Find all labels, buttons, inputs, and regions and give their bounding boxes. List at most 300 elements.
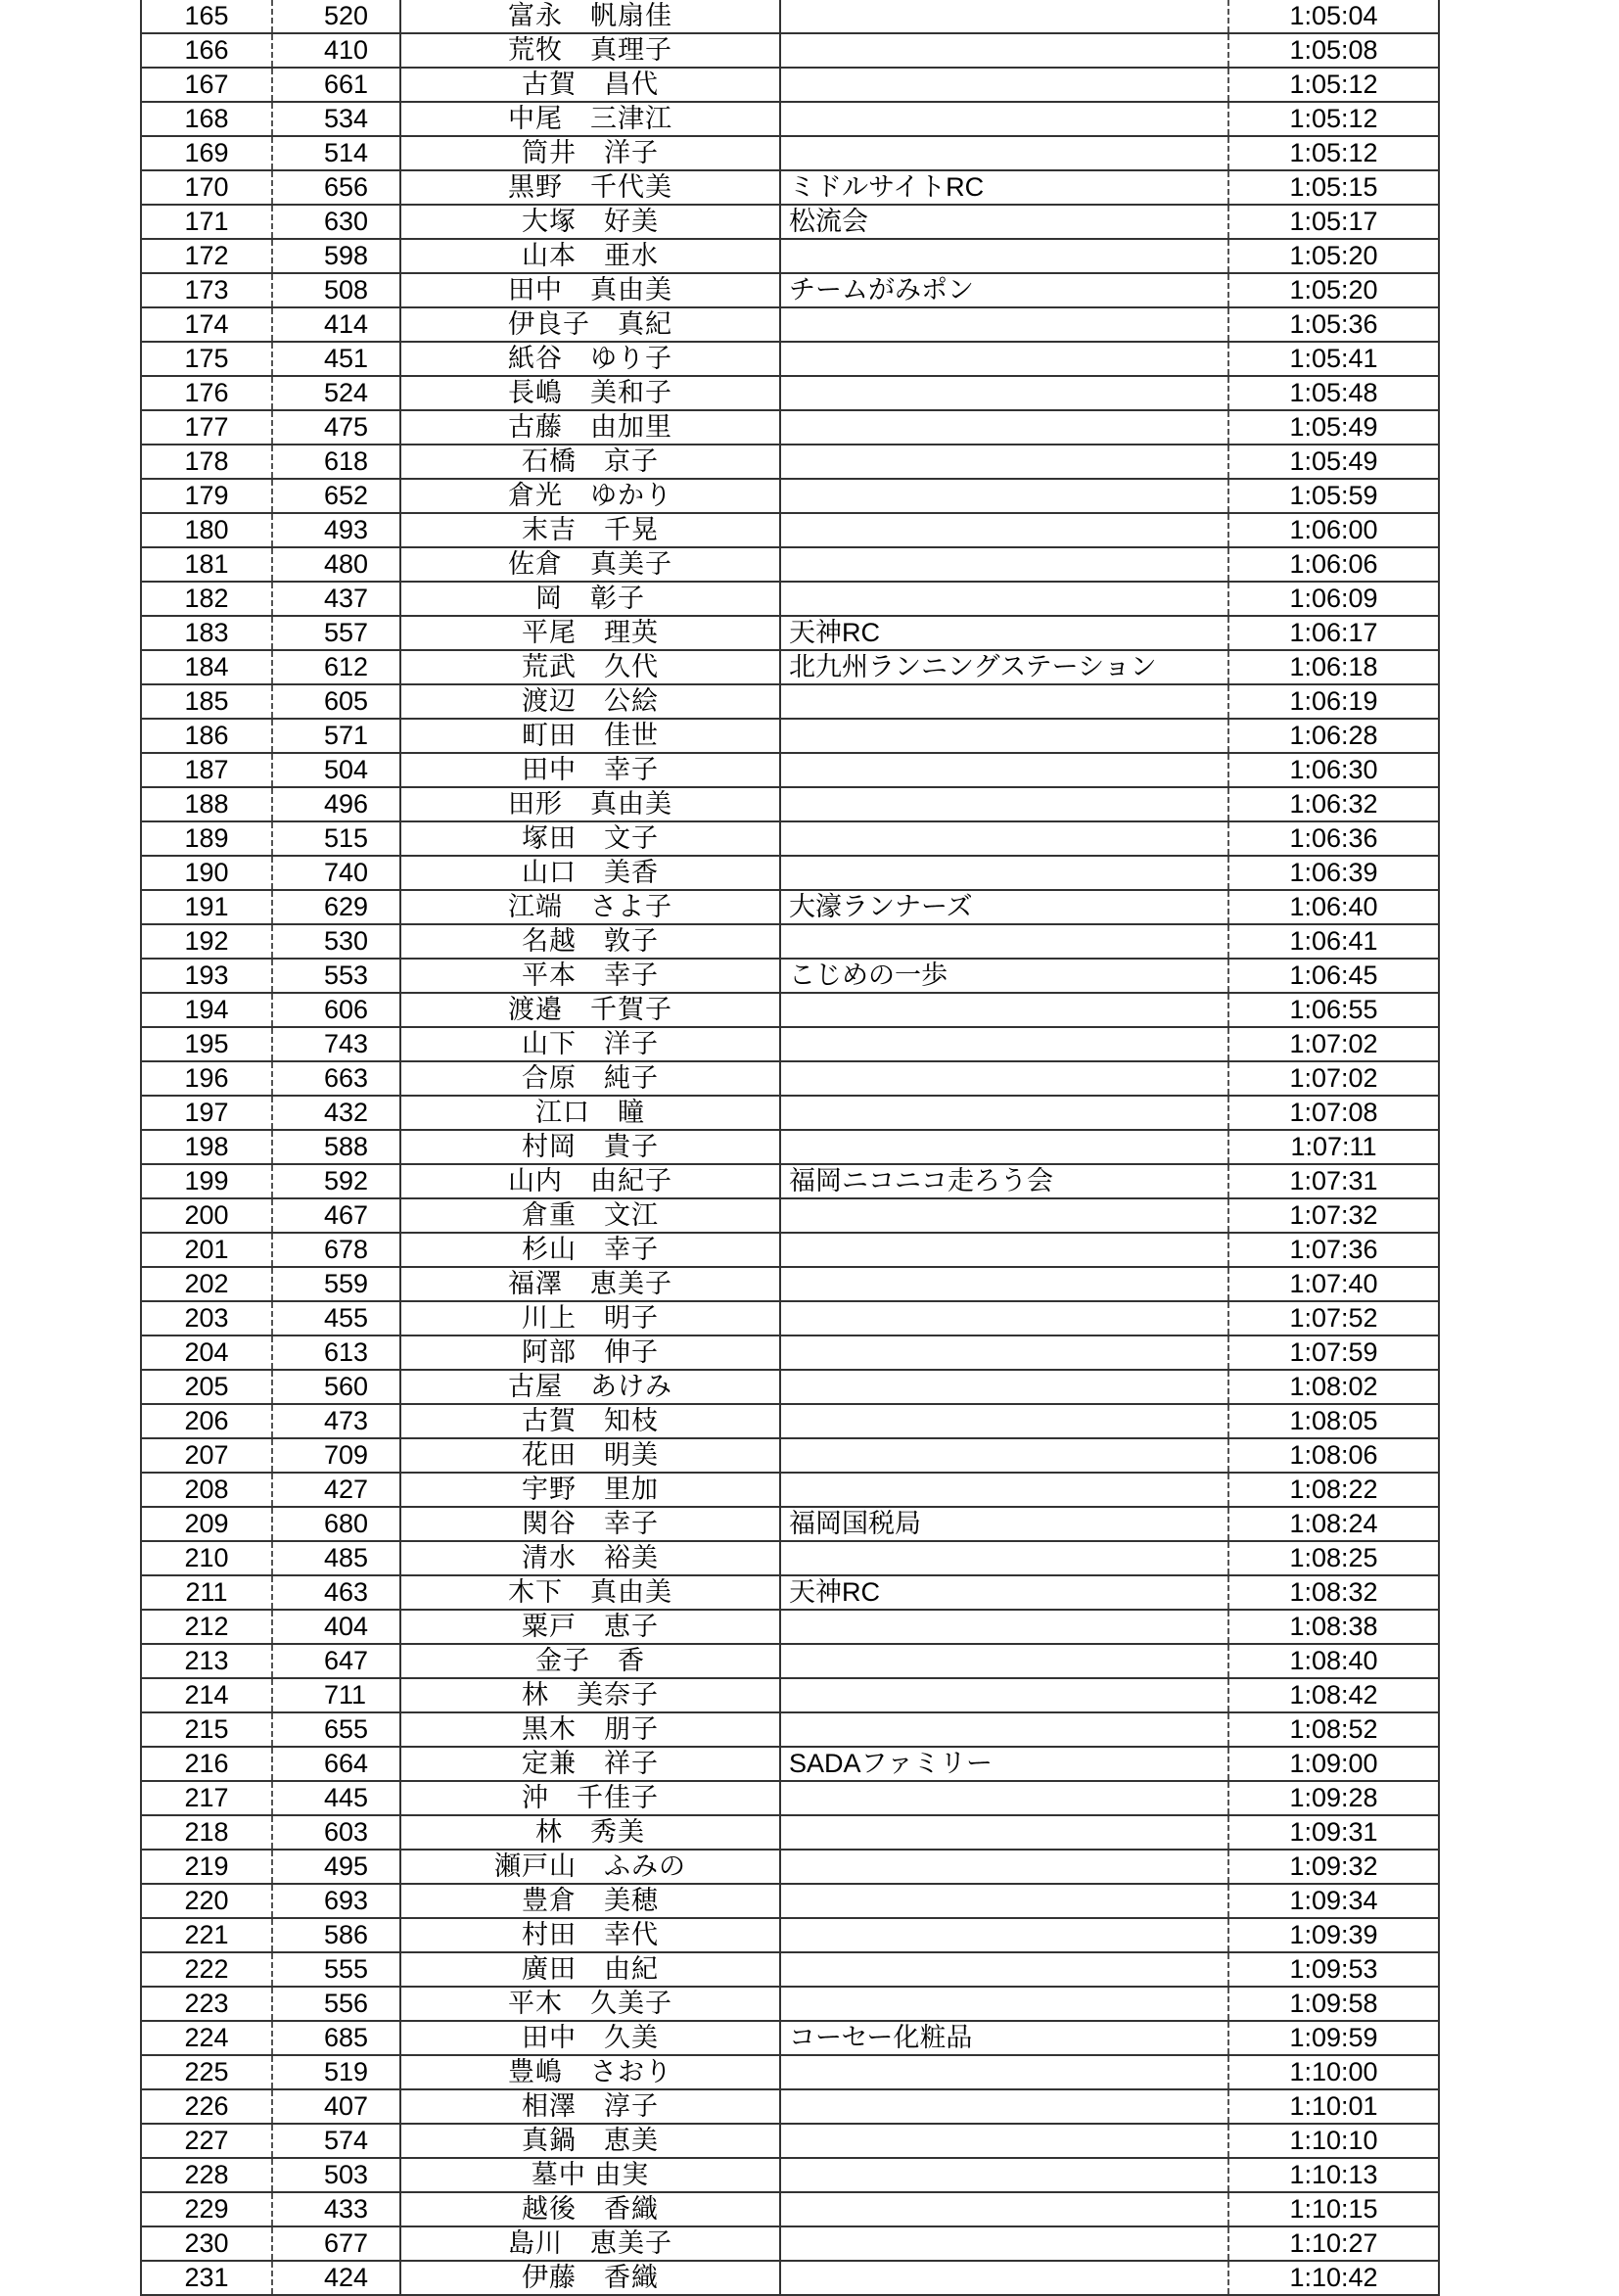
time-cell: 1:08:22 [1228,1473,1439,1507]
team-cell: コーセー化粧品 [780,2021,1228,2055]
team-cell [780,787,1228,821]
result-row [141,684,1439,719]
team-cell [780,1644,1228,1678]
name-cell: 平尾 理英 [400,616,780,650]
name-cell: 平本 幸子 [400,959,780,993]
name-cell: 末吉 千晃 [400,513,780,547]
rank-cell: 213 [141,1644,272,1678]
time-cell: 1:08:06 [1228,1438,1439,1473]
time-cell: 1:05:08 [1228,33,1439,68]
time-cell: 1:10:27 [1228,2226,1439,2261]
result-row [141,1267,1439,1301]
bib-cell: 514 [272,136,400,170]
rank-cell: 227 [141,2124,272,2158]
bib-cell: 605 [272,684,400,719]
result-row [141,582,1439,616]
team-cell: チームがみポン [780,273,1228,307]
name-cell: 黒木 朋子 [400,1712,780,1747]
time-cell: 1:06:06 [1228,547,1439,582]
name-cell: 筒井 洋子 [400,136,780,170]
time-cell: 1:05:20 [1228,273,1439,307]
time-cell: 1:09:34 [1228,1884,1439,1918]
bib-cell: 612 [272,650,400,684]
name-cell: 相澤 淳子 [400,2089,780,2124]
result-row [141,616,1439,650]
bib-cell: 743 [272,1027,400,1061]
rank-cell: 208 [141,1473,272,1507]
time-cell: 1:10:10 [1228,2124,1439,2158]
bib-cell: 603 [272,1815,400,1850]
bib-cell: 534 [272,102,400,136]
team-cell [780,1815,1228,1850]
name-cell: 宇野 里加 [400,1473,780,1507]
time-cell: 1:08:52 [1228,1712,1439,1747]
result-row [141,1301,1439,1335]
rank-cell: 223 [141,1987,272,2021]
result-row [141,1850,1439,1884]
team-cell [780,102,1228,136]
team-cell [780,1712,1228,1747]
rank-cell: 201 [141,1233,272,1267]
name-cell: 中尾 三津江 [400,102,780,136]
bib-cell: 557 [272,616,400,650]
team-cell [780,582,1228,616]
result-row [141,2261,1439,2295]
time-cell: 1:07:31 [1228,1164,1439,1198]
rank-cell: 204 [141,1335,272,1370]
bib-cell: 427 [272,1473,400,1507]
time-cell: 1:09:58 [1228,1987,1439,2021]
bib-cell: 652 [272,479,400,513]
bib-cell: 693 [272,1884,400,1918]
rank-cell: 224 [141,2021,272,2055]
rank-cell: 214 [141,1678,272,1712]
result-row [141,1473,1439,1507]
rank-cell: 179 [141,479,272,513]
rank-cell: 229 [141,2192,272,2226]
bib-cell: 455 [272,1301,400,1335]
team-cell: 北九州ランニングステーション [780,650,1228,684]
bib-cell: 463 [272,1575,400,1610]
bib-cell: 451 [272,342,400,376]
rank-cell: 231 [141,2261,272,2295]
name-cell: 田中 幸子 [400,753,780,787]
bib-cell: 530 [272,924,400,959]
result-row [141,2021,1439,2055]
time-cell: 1:07:08 [1228,1096,1439,1130]
rank-cell: 166 [141,33,272,68]
name-cell: 越後 香織 [400,2192,780,2226]
team-cell: 天神RC [780,616,1228,650]
rank-cell: 228 [141,2158,272,2192]
rank-cell: 185 [141,684,272,719]
name-cell: 古賀 昌代 [400,68,780,102]
rank-cell: 216 [141,1747,272,1781]
rank-cell: 194 [141,993,272,1027]
time-cell: 1:06:18 [1228,650,1439,684]
result-row [141,2124,1439,2158]
rank-cell: 182 [141,582,272,616]
time-cell: 1:07:52 [1228,1301,1439,1335]
name-cell: 墓中 由実 [400,2158,780,2192]
name-cell: 紙谷 ゆり子 [400,342,780,376]
bib-cell: 404 [272,1610,400,1644]
name-cell: 古藤 由加里 [400,410,780,445]
team-cell [780,1198,1228,1233]
result-row [141,410,1439,445]
team-cell: 天神RC [780,1575,1228,1610]
rank-cell: 220 [141,1884,272,1918]
result-row [141,1164,1439,1198]
rank-cell: 199 [141,1164,272,1198]
team-cell: 福岡国税局 [780,1507,1228,1541]
team-cell [780,342,1228,376]
time-cell: 1:09:28 [1228,1781,1439,1815]
name-cell: 杉山 幸子 [400,1233,780,1267]
result-row [141,136,1439,170]
name-cell: 山内 由紀子 [400,1164,780,1198]
bib-cell: 485 [272,1541,400,1575]
results-table-body [141,0,1439,2295]
team-cell [780,1884,1228,1918]
name-cell: 豊倉 美穂 [400,1884,780,1918]
time-cell: 1:08:38 [1228,1610,1439,1644]
team-cell [780,924,1228,959]
name-cell: 山口 美香 [400,856,780,890]
time-cell: 1:08:32 [1228,1575,1439,1610]
result-row [141,1061,1439,1096]
rank-cell: 215 [141,1712,272,1747]
result-row [141,2055,1439,2089]
result-row [141,2192,1439,2226]
time-cell: 1:10:15 [1228,2192,1439,2226]
time-cell: 1:05:49 [1228,445,1439,479]
team-cell [780,1027,1228,1061]
result-row [141,2158,1439,2192]
bib-cell: 571 [272,719,400,753]
name-cell: 古賀 知枝 [400,1404,780,1438]
name-cell: 瀬戸山 ふみの [400,1850,780,1884]
team-cell [780,1678,1228,1712]
name-cell: 沖 千佳子 [400,1781,780,1815]
bib-cell: 629 [272,890,400,924]
team-cell [780,821,1228,856]
time-cell: 1:06:00 [1228,513,1439,547]
rank-cell: 177 [141,410,272,445]
name-cell: 町田 佳世 [400,719,780,753]
team-cell [780,479,1228,513]
name-cell: 田形 真由美 [400,787,780,821]
rank-cell: 172 [141,239,272,273]
rank-cell: 206 [141,1404,272,1438]
bib-cell: 678 [272,1233,400,1267]
team-cell [780,1987,1228,2021]
time-cell: 1:08:42 [1228,1678,1439,1712]
rank-cell: 190 [141,856,272,890]
team-cell [780,2124,1228,2158]
bib-cell: 475 [272,410,400,445]
result-row [141,821,1439,856]
rank-cell: 191 [141,890,272,924]
result-row [141,1404,1439,1438]
team-cell [780,1918,1228,1952]
team-cell [780,684,1228,719]
results-sheet [140,0,1438,2296]
bib-cell: 553 [272,959,400,993]
name-cell: 川上 明子 [400,1301,780,1335]
result-row [141,924,1439,959]
bib-cell: 588 [272,1130,400,1164]
team-cell [780,2158,1228,2192]
team-cell [780,2192,1228,2226]
bib-cell: 410 [272,33,400,68]
rank-cell: 180 [141,513,272,547]
team-cell [780,1952,1228,1987]
time-cell: 1:07:32 [1228,1198,1439,1233]
time-cell: 1:10:00 [1228,2055,1439,2089]
rank-cell: 203 [141,1301,272,1335]
result-row [141,1130,1439,1164]
name-cell: 黒野 千代美 [400,170,780,205]
name-cell: 荒牧 真理子 [400,33,780,68]
rank-cell: 184 [141,650,272,684]
team-cell [780,1370,1228,1404]
bib-cell: 574 [272,2124,400,2158]
result-row [141,959,1439,993]
bib-cell: 711 [272,1678,400,1712]
name-cell: 島川 恵美子 [400,2226,780,2261]
name-cell: 岡 彰子 [400,582,780,616]
bib-cell: 606 [272,993,400,1027]
bib-cell: 524 [272,376,400,410]
rank-cell: 167 [141,68,272,102]
result-row [141,1096,1439,1130]
time-cell: 1:06:19 [1228,684,1439,719]
team-cell [780,1233,1228,1267]
bib-cell: 655 [272,1712,400,1747]
time-cell: 1:06:41 [1228,924,1439,959]
result-row [141,719,1439,753]
time-cell: 1:06:09 [1228,582,1439,616]
name-cell: 林 秀美 [400,1815,780,1850]
name-cell: 福澤 恵美子 [400,1267,780,1301]
team-cell [780,307,1228,342]
name-cell: 阿部 伸子 [400,1335,780,1370]
name-cell: 富永 帆扇佳 [400,0,780,33]
rank-cell: 211 [141,1575,272,1610]
time-cell: 1:09:00 [1228,1747,1439,1781]
time-cell: 1:07:02 [1228,1027,1439,1061]
team-cell [780,1130,1228,1164]
time-cell: 1:05:12 [1228,136,1439,170]
name-cell: 山本 亜水 [400,239,780,273]
result-row [141,547,1439,582]
team-cell: 大濠ランナーズ [780,890,1228,924]
time-cell: 1:05:12 [1228,102,1439,136]
result-row [141,1644,1439,1678]
bib-cell: 496 [272,787,400,821]
name-cell: 名越 敦子 [400,924,780,959]
team-cell [780,1267,1228,1301]
team-cell [780,547,1228,582]
name-cell: 倉重 文江 [400,1198,780,1233]
bib-cell: 503 [272,2158,400,2192]
result-row [141,479,1439,513]
team-cell: ミドルサイトRC [780,170,1228,205]
result-row [141,1987,1439,2021]
team-cell [780,719,1228,753]
rank-cell: 178 [141,445,272,479]
bib-cell: 559 [272,1267,400,1301]
result-row [141,0,1439,33]
bib-cell: 586 [272,1918,400,1952]
rank-cell: 195 [141,1027,272,1061]
time-cell: 1:05:12 [1228,68,1439,102]
name-cell: 江端 さよ子 [400,890,780,924]
name-cell: 石橋 京子 [400,445,780,479]
name-cell: 真鍋 恵美 [400,2124,780,2158]
rank-cell: 197 [141,1096,272,1130]
result-row [141,307,1439,342]
rank-cell: 221 [141,1918,272,1952]
team-cell [780,2055,1228,2089]
team-cell: SADAファミリー [780,1747,1228,1781]
result-row [141,1541,1439,1575]
time-cell: 1:08:02 [1228,1370,1439,1404]
team-cell [780,1781,1228,1815]
rank-cell: 225 [141,2055,272,2089]
result-row [141,1335,1439,1370]
name-cell: 林 美奈子 [400,1678,780,1712]
time-cell: 1:07:36 [1228,1233,1439,1267]
name-cell: 廣田 由紀 [400,1952,780,1987]
name-cell: 江口 瞳 [400,1096,780,1130]
rank-cell: 198 [141,1130,272,1164]
rank-cell: 168 [141,102,272,136]
bib-cell: 424 [272,2261,400,2295]
team-cell [780,2261,1228,2295]
team-cell [780,68,1228,102]
time-cell: 1:07:11 [1228,1130,1439,1164]
bib-cell: 647 [272,1644,400,1678]
bib-cell: 520 [272,0,400,33]
result-row [141,1781,1439,1815]
time-cell: 1:10:42 [1228,2261,1439,2295]
time-cell: 1:10:13 [1228,2158,1439,2192]
result-row [141,376,1439,410]
team-cell [780,1404,1228,1438]
name-cell: 倉光 ゆかり [400,479,780,513]
time-cell: 1:10:01 [1228,2089,1439,2124]
team-cell [780,856,1228,890]
rank-cell: 207 [141,1438,272,1473]
rank-cell: 176 [141,376,272,410]
team-cell [780,1096,1228,1130]
name-cell: 田中 久美 [400,2021,780,2055]
team-cell [780,136,1228,170]
name-cell: 山下 洋子 [400,1027,780,1061]
time-cell: 1:05:04 [1228,0,1439,33]
bib-cell: 493 [272,513,400,547]
name-cell: 田中 真由美 [400,273,780,307]
rank-cell: 175 [141,342,272,376]
rank-cell: 183 [141,616,272,650]
name-cell: 村田 幸代 [400,1918,780,1952]
time-cell: 1:05:49 [1228,410,1439,445]
team-cell [780,1335,1228,1370]
result-row [141,1575,1439,1610]
bib-cell: 663 [272,1061,400,1096]
name-cell: 村岡 貴子 [400,1130,780,1164]
rank-cell: 196 [141,1061,272,1096]
time-cell: 1:08:24 [1228,1507,1439,1541]
result-row [141,1507,1439,1541]
team-cell [780,2226,1228,2261]
team-cell: 福岡ニコニコ走ろう会 [780,1164,1228,1198]
bib-cell: 467 [272,1198,400,1233]
name-cell: 定兼 祥子 [400,1747,780,1781]
result-row [141,1884,1439,1918]
team-cell [780,1301,1228,1335]
time-cell: 1:09:32 [1228,1850,1439,1884]
result-row [141,273,1439,307]
result-row [141,239,1439,273]
rank-cell: 230 [141,2226,272,2261]
bib-cell: 556 [272,1987,400,2021]
name-cell: 金子 香 [400,1644,780,1678]
result-row [141,856,1439,890]
result-row [141,1952,1439,1987]
team-cell [780,0,1228,33]
bib-cell: 677 [272,2226,400,2261]
rank-cell: 212 [141,1610,272,1644]
time-cell: 1:07:40 [1228,1267,1439,1301]
bib-cell: 555 [272,1952,400,1987]
team-cell [780,33,1228,68]
time-cell: 1:06:17 [1228,616,1439,650]
team-cell [780,445,1228,479]
bib-cell: 480 [272,547,400,582]
rank-cell: 165 [141,0,272,33]
bib-cell: 709 [272,1438,400,1473]
bib-cell: 519 [272,2055,400,2089]
time-cell: 1:08:40 [1228,1644,1439,1678]
team-cell [780,1473,1228,1507]
bib-cell: 407 [272,2089,400,2124]
result-row [141,445,1439,479]
time-cell: 1:05:59 [1228,479,1439,513]
time-cell: 1:06:28 [1228,719,1439,753]
team-cell [780,513,1228,547]
result-row [141,205,1439,239]
bib-cell: 661 [272,68,400,102]
time-cell: 1:07:59 [1228,1335,1439,1370]
time-cell: 1:08:25 [1228,1541,1439,1575]
rank-cell: 210 [141,1541,272,1575]
time-cell: 1:05:48 [1228,376,1439,410]
name-cell: 伊良子 真紀 [400,307,780,342]
name-cell: 花田 明美 [400,1438,780,1473]
name-cell: 清水 裕美 [400,1541,780,1575]
time-cell: 1:07:02 [1228,1061,1439,1096]
name-cell: 粟戸 恵子 [400,1610,780,1644]
time-cell: 1:08:05 [1228,1404,1439,1438]
team-cell [780,2089,1228,2124]
time-cell: 1:09:53 [1228,1952,1439,1987]
result-row [141,1815,1439,1850]
bib-cell: 592 [272,1164,400,1198]
name-cell: 塚田 文子 [400,821,780,856]
